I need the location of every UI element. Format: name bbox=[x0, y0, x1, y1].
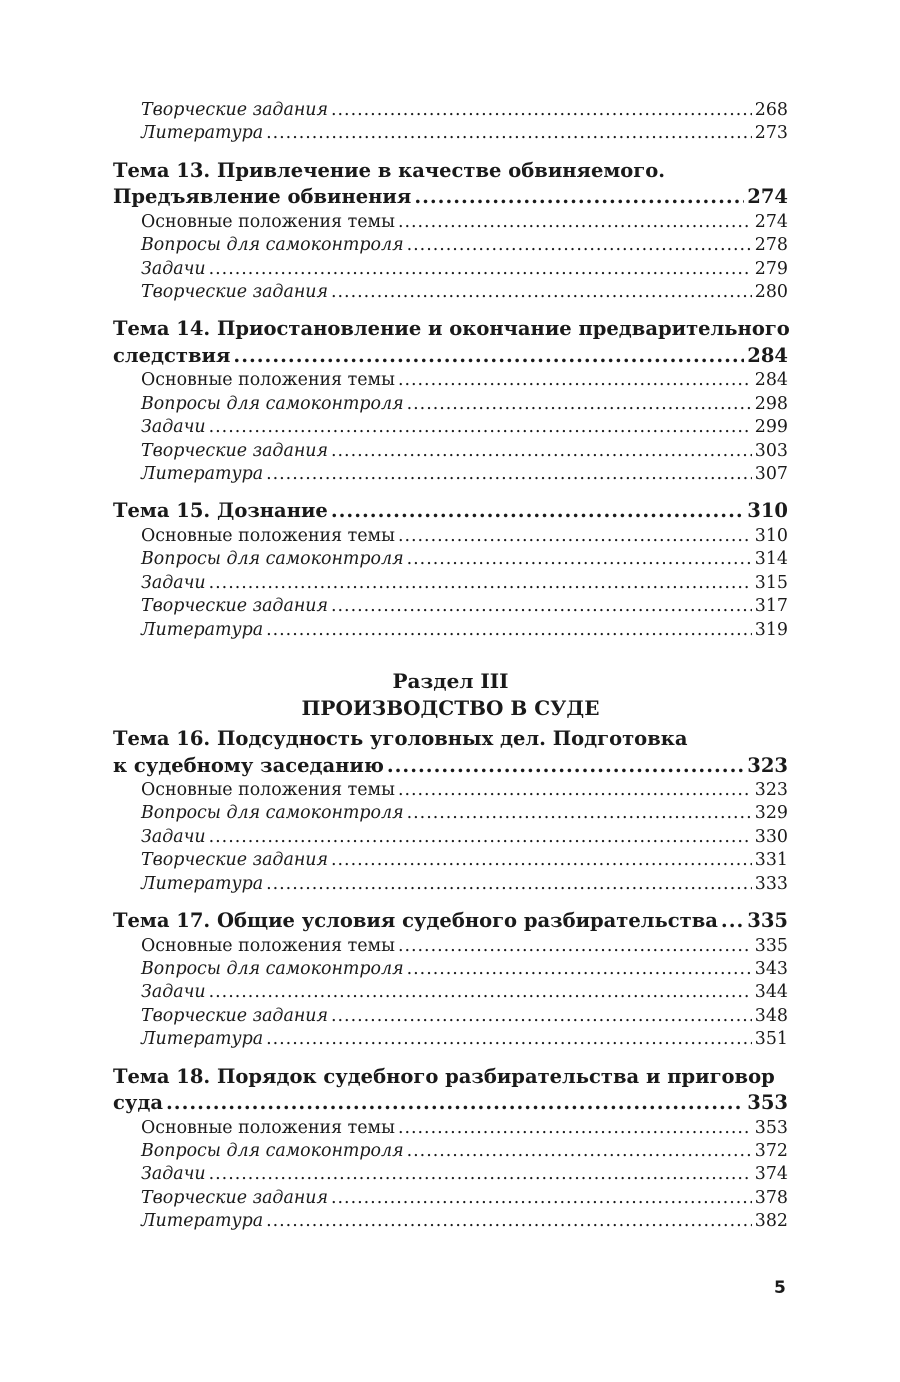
topic-14-title-line1[interactable]: Тема 14. Приостановление и окончание предварительного bbox=[113, 317, 790, 341]
toc-entry[interactable]: Литература ..... 333 bbox=[113, 873, 788, 896]
toc-entry[interactable]: Литература ..... 351 bbox=[113, 1028, 788, 1051]
toc-topic-16 bbox=[113, 726, 788, 896]
section-title: ПРОИЗВОДСТВО В СУДЕ bbox=[301, 696, 600, 720]
toc-entry[interactable]: Задачи ..... 344 bbox=[113, 981, 788, 1004]
topic-17-title[interactable]: Тема 17. Общие условия судебного разбирательства ..... 335 bbox=[113, 908, 788, 935]
section-heading bbox=[113, 668, 788, 722]
toc-topic-13 bbox=[113, 158, 788, 305]
topic-13-title-line1[interactable]: Тема 13. Привлечение в качестве обвиняемого. bbox=[113, 158, 666, 182]
toc-entry[interactable]: Задачи ..... 330 bbox=[113, 826, 788, 849]
toc-entry[interactable]: Вопросы для самоконтроля ..... 372 bbox=[113, 1140, 788, 1163]
toc-entry[interactable]: Задачи ..... 315 bbox=[113, 572, 788, 595]
toc-topic-14 bbox=[113, 316, 788, 486]
toc-entry[interactable]: Основные положения темы ..... 310 bbox=[113, 525, 788, 548]
topic-15-page: 310 bbox=[747, 499, 788, 523]
toc-entry[interactable]: Основные положения темы ..... 335 bbox=[113, 935, 788, 958]
topic-18-title-line2[interactable]: суда ..... 353 bbox=[113, 1090, 788, 1117]
topic-17-page: 335 bbox=[747, 909, 788, 933]
topic-16-page: 323 bbox=[747, 753, 788, 777]
toc-entry[interactable]: Вопросы для самоконтроля ..... 329 bbox=[113, 802, 788, 825]
toc-entry[interactable]: Задачи ..... 299 bbox=[113, 416, 788, 439]
toc-entry[interactable]: Вопросы для самоконтроля ..... 278 bbox=[113, 234, 788, 257]
toc-entry[interactable]: Литература ..... 319 bbox=[113, 619, 788, 642]
toc-entry[interactable]: Творческие задания ..... 317 bbox=[113, 595, 788, 618]
toc-entry[interactable]: Творческие задания ..... 378 bbox=[113, 1187, 788, 1210]
topic-13-title-line2[interactable]: Предъявление обвинения ..... 274 bbox=[113, 184, 788, 211]
table-of-contents bbox=[113, 99, 788, 1234]
toc-entry[interactable] bbox=[113, 122, 788, 145]
toc-entry[interactable]: Вопросы для самоконтроля ..... 314 bbox=[113, 548, 788, 571]
topic-18-page: 353 bbox=[747, 1091, 788, 1115]
toc-entry[interactable]: Творческие задания ..... 331 bbox=[113, 849, 788, 872]
toc-entry-title: Творческие задания bbox=[141, 100, 328, 120]
toc-entry[interactable]: Основные положения темы ..... 323 bbox=[113, 779, 788, 802]
toc-entry-page: 268 bbox=[754, 100, 788, 120]
toc-topic-18 bbox=[113, 1064, 788, 1234]
toc-continuation bbox=[113, 99, 788, 146]
toc-entry[interactable]: Основные положения темы ..... 353 bbox=[113, 1117, 788, 1140]
toc-entry[interactable]: Задачи ..... 279 bbox=[113, 258, 788, 281]
topic-16-title-line1[interactable]: Тема 16. Подсудность уголовных дел. Подготовка bbox=[113, 727, 688, 750]
toc-entry[interactable]: Творческие задания ..... 348 bbox=[113, 1005, 788, 1028]
topic-14-page: 284 bbox=[747, 343, 788, 367]
toc-entry[interactable]: Вопросы для самоконтроля ..... 343 bbox=[113, 958, 788, 981]
toc-entry[interactable]: Творческие задания ..... 303 bbox=[113, 440, 788, 463]
toc-entry[interactable]: Задачи ..... 374 bbox=[113, 1163, 788, 1186]
toc-entry[interactable] bbox=[113, 99, 788, 122]
toc-entry-title: Литература bbox=[141, 123, 264, 144]
topic-14-title-line2[interactable]: следствия ..... 284 bbox=[113, 343, 788, 370]
toc-entry[interactable]: Основные положения темы ..... 274 bbox=[113, 211, 788, 234]
toc-topic-17 bbox=[113, 908, 788, 1052]
toc-entry[interactable]: Литература ..... 382 bbox=[113, 1210, 788, 1233]
topic-18-title-line1[interactable]: Тема 18. Порядок судебного разбирательства и приговор bbox=[113, 1064, 775, 1088]
page-number: 5 bbox=[774, 1278, 786, 1298]
section-label: Раздел III bbox=[392, 669, 509, 693]
toc-entry[interactable]: Вопросы для самоконтроля ..... 298 bbox=[113, 393, 788, 416]
toc-entry[interactable]: Творческие задания ..... 280 bbox=[113, 281, 788, 304]
topic-15-title[interactable]: Тема 15. Дознание ..... 310 bbox=[113, 498, 788, 525]
toc-entry[interactable]: Основные положения темы ..... 284 bbox=[113, 369, 788, 392]
toc-topic-15 bbox=[113, 498, 788, 642]
topic-13-page: 274 bbox=[747, 185, 788, 209]
topic-16-title-line2[interactable]: к судебному заседанию ..... 323 bbox=[113, 753, 788, 780]
toc-entry-page: 273 bbox=[754, 123, 788, 144]
toc-entry[interactable]: Литература ..... 307 bbox=[113, 463, 788, 486]
